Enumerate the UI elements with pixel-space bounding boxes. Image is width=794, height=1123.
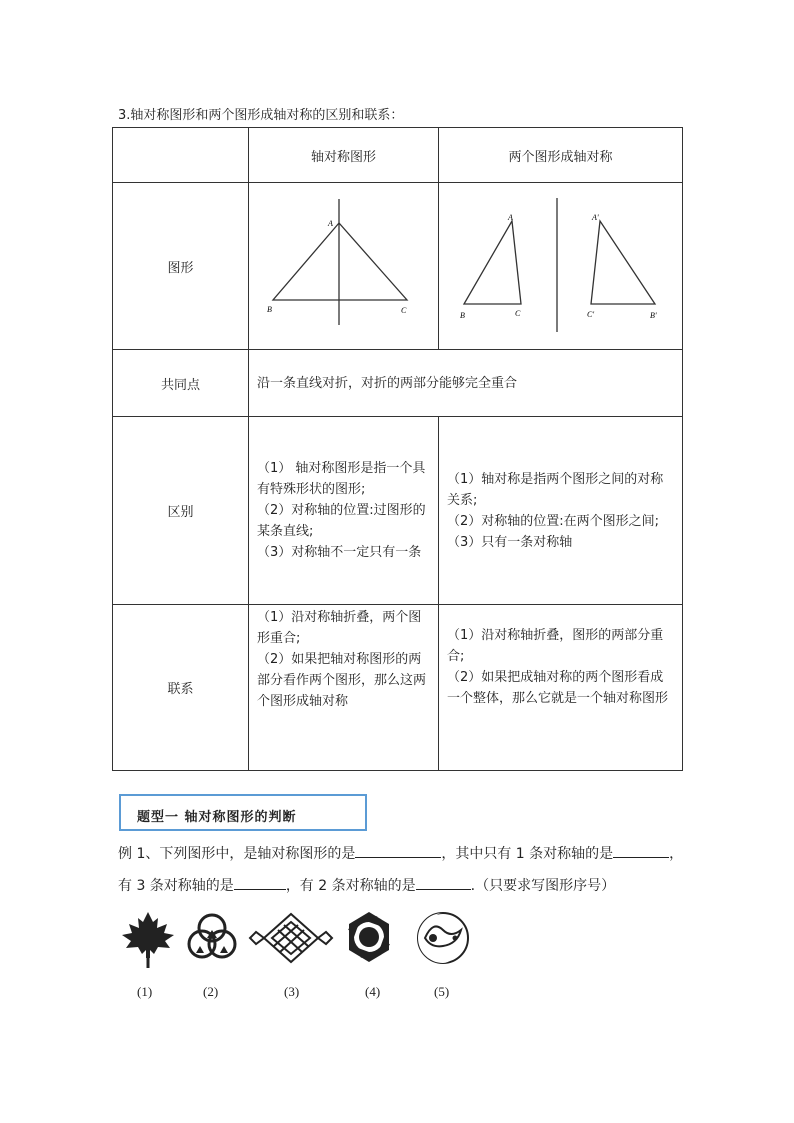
vertex-c-prime-label: C' xyxy=(587,310,595,319)
aperture-icon xyxy=(344,910,394,964)
yin-yang-icon xyxy=(415,910,471,966)
example-text: ，其中只有 1 条对称轴的是 xyxy=(441,846,614,862)
row-label-common: 共同点 xyxy=(113,350,249,417)
isosceles-triangle-diagram xyxy=(249,183,438,349)
difference-col1-line: （1） 轴对称图形是指一个具 xyxy=(257,461,426,476)
table-row-common xyxy=(113,350,683,417)
header-two-figures-symmetric: 两个图形成轴对称 xyxy=(439,128,683,183)
figure-label-2: (2) xyxy=(203,984,219,999)
triquetra-icon xyxy=(186,910,238,962)
difference-col2-line: （2）对称轴的位置:在两个图形之间; xyxy=(447,513,660,529)
example-text: ， xyxy=(669,846,684,862)
figure-label-5: (5) xyxy=(434,984,450,999)
example-text: 例 1、下列图形中，是轴对称图形的是 xyxy=(118,846,356,862)
table-header-row xyxy=(113,128,683,183)
figure-label-3: (3) xyxy=(284,984,300,999)
example-text: .（只要求写图形序号） xyxy=(470,878,616,894)
comparison-table xyxy=(112,127,683,771)
example-text: ，有 2 条对称轴的是 xyxy=(285,878,416,894)
vertex-b-label: B xyxy=(460,311,465,320)
table-row-difference xyxy=(113,417,683,605)
vertex-c-label: C xyxy=(401,306,407,315)
header-axis-symmetric-figure: 轴对称图形 xyxy=(249,128,439,183)
common-text: 沿一条直线对折，对折的两部分能够完全重合 xyxy=(249,350,683,417)
row-label-relation: 联系 xyxy=(113,605,249,771)
vertex-b-label: B xyxy=(267,305,272,314)
difference-col1-line: （3）对称轴不一定只有一条 xyxy=(257,545,422,560)
relation-col2-line: （2）如果把成轴对称的两个图形看成一个整体，那么它就是一个轴对称图形 xyxy=(447,670,669,706)
answer-blank[interactable] xyxy=(613,843,669,858)
example-line-2 xyxy=(118,875,615,895)
example-line-1 xyxy=(118,843,683,863)
header-empty xyxy=(113,128,249,183)
difference-col1 xyxy=(249,417,439,605)
example-text: 有 3 条对称轴的是 xyxy=(118,878,234,894)
answer-blank[interactable] xyxy=(416,875,471,890)
row-label-difference: 区别 xyxy=(113,417,249,605)
difference-col2 xyxy=(439,417,683,605)
question-type-box xyxy=(119,794,367,831)
vertex-a-prime-label: A' xyxy=(592,213,599,222)
mirrored-triangles-diagram xyxy=(439,183,682,349)
vertex-c-label: C xyxy=(515,309,521,318)
relation-col1-line: （2）如果把轴对称图形的两部分看作两个图形，那么这两个图形成轴对称 xyxy=(257,652,427,709)
vertex-a-label: A xyxy=(328,219,333,228)
difference-col1-line: （2）对称轴的位置:过图形的某条直线; xyxy=(257,503,426,539)
row-label-figure: 图形 xyxy=(113,183,249,350)
difference-col1-line: 有特殊形状的图形; xyxy=(257,482,366,497)
relation-col1 xyxy=(249,605,439,771)
figure-label-1: (1) xyxy=(137,984,153,999)
answer-blank[interactable] xyxy=(234,875,286,890)
section-heading: 3.轴对称图形和两个图形成轴对称的区别和联系： xyxy=(118,108,404,123)
vertex-a-label: A xyxy=(508,213,513,222)
table-row-relation xyxy=(113,605,683,771)
relation-col1-line: （1）沿对称轴折叠，两个图形重合; xyxy=(257,610,422,646)
figure-two-symmetric xyxy=(439,183,683,350)
difference-col2-line: （3）只有一条对称轴 xyxy=(447,534,573,550)
endless-knot-icon xyxy=(248,910,334,966)
maple-leaf-icon xyxy=(120,910,176,970)
table-row-figure xyxy=(113,183,683,350)
figure-label-4: (4) xyxy=(365,984,381,999)
symmetry-figures xyxy=(118,910,478,1000)
vertex-b-prime-label: B' xyxy=(650,311,657,320)
relation-col2-line: （1）沿对称轴折叠，图形的两部分重合; xyxy=(447,628,664,664)
relation-col2 xyxy=(439,605,683,771)
question-type-title: 题型一 轴对称图形的判断 xyxy=(137,810,297,825)
difference-col2-line: （1）轴对称是指两个图形之间的对称关系; xyxy=(447,471,664,508)
figure-axis-symmetric xyxy=(249,183,439,350)
answer-blank[interactable] xyxy=(355,843,441,858)
